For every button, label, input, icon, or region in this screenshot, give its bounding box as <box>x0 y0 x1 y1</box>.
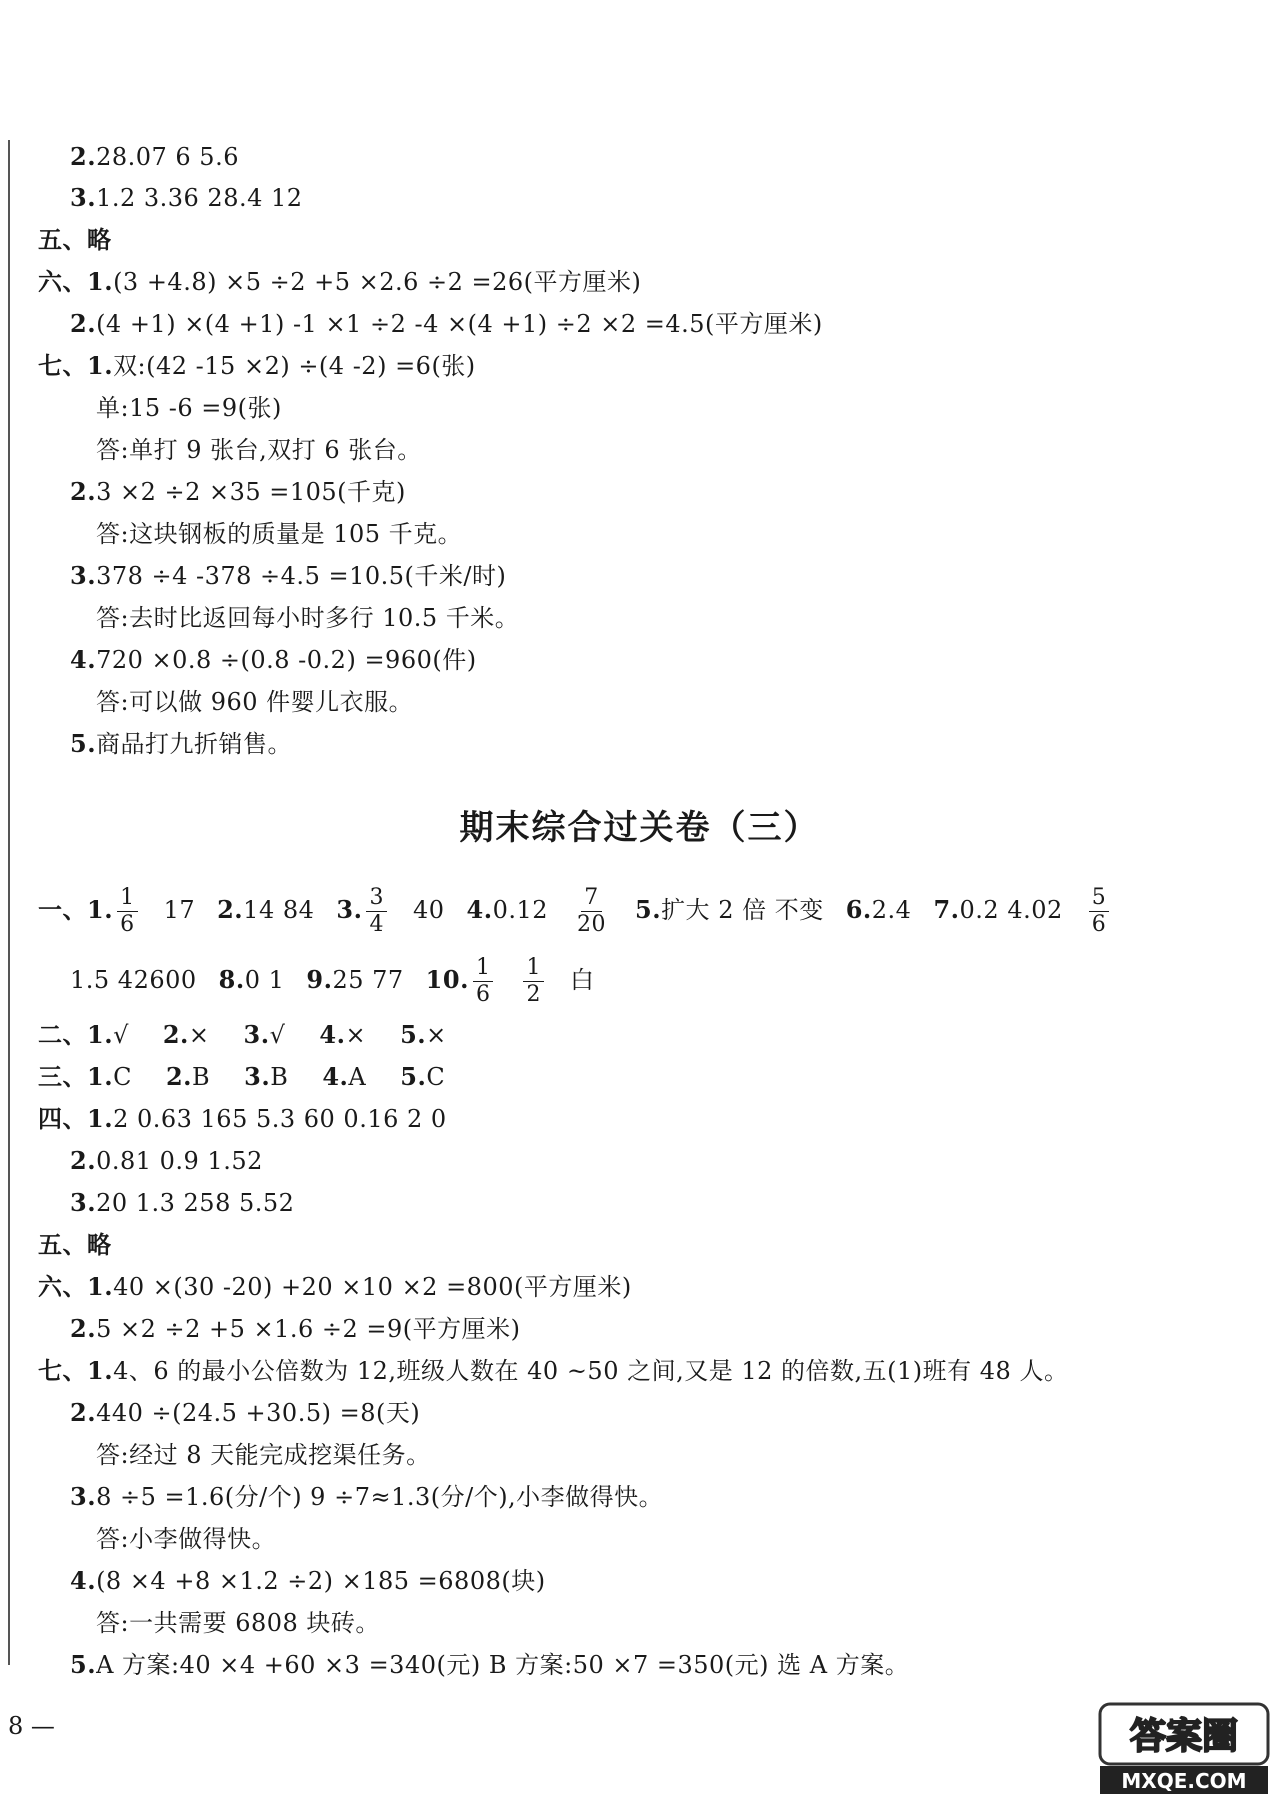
answer-line: 2.3 ×2 ÷2 ×35 =105(千克) <box>70 477 406 506</box>
answer-line: 3.378 ÷4 -378 ÷4.5 =10.5(千米/时) <box>70 561 507 590</box>
fraction: $\frac{3}{4}$ <box>366 885 387 938</box>
answer-line: 4.720 ×0.8 ÷(0.8 -0.2) =960(件) <box>70 645 477 674</box>
answer-line: 六、1.(3 +4.8) ×5 ÷2 +5 ×2.6 ÷2 =26(平方厘米) <box>38 267 642 296</box>
fraction: $\frac{7}{20}$ <box>577 885 606 937</box>
answer-line: 1.5 42600 8.0 1 9.25 77 10. $\frac{1}{6}$ $\frac{1}{2}$ 白 <box>70 955 595 1007</box>
answer-line: 答:单打 9 张台,双打 6 张台。 <box>96 436 422 464</box>
answer-line: 四、1.2 0.63 165 5.3 60 0.16 2 0 <box>38 1104 447 1133</box>
answer-line: 单:15 -6 =9(张) <box>96 394 282 422</box>
answer-line: 5.A 方案:40 ×4 +60 ×3 =340(元) B 方案:50 ×7 =350(元) 选 A 方案。 <box>70 1650 910 1679</box>
answer-line: 三、1.C 2.B 3.B 4.A 5.C <box>38 1062 446 1091</box>
answer-line: 五、略 <box>38 225 112 254</box>
answer-line: 答:可以做 960 件婴儿衣服。 <box>96 688 414 716</box>
fraction: $\frac{5}{6}$ <box>1089 885 1110 938</box>
watermark-bottom-text: MXQE.COM <box>1121 1769 1247 1793</box>
answer-line: 5.商品打九折销售。 <box>70 729 293 758</box>
section-title: 期末综合过关卷（三） <box>459 808 820 848</box>
answer-line: 2.5 ×2 ÷2 +5 ×1.6 ÷2 =9(平方厘米) <box>70 1314 521 1343</box>
answer-line: 答:一共需要 6808 块砖。 <box>96 1609 380 1637</box>
fraction: $\frac{1}{6}$ <box>117 885 138 938</box>
answer-line: 答:去时比返回每小时多行 10.5 千米。 <box>96 604 520 632</box>
answer-line: 答:小李做得快。 <box>96 1525 277 1553</box>
margin-rule <box>8 140 10 1665</box>
watermark-top-text: 答案圈 <box>1129 1716 1239 1757</box>
answer-line: 二、1.√ 2.× 3.√ 4.× 5.× <box>38 1020 447 1049</box>
answer-line: 2.440 ÷(24.5 +30.5) =8(天) <box>70 1398 421 1427</box>
answer-line: 3.8 ÷5 =1.6(分/个) 9 ÷7≈1.3(分/个),小李做得快。 <box>70 1482 664 1511</box>
answer-line: 2.0.81 0.9 1.52 <box>70 1146 263 1175</box>
answer-line: 七、1.4、6 的最小公倍数为 12,班级人数在 40 ~50 之间,又是 12 的倍数,五(1)班有 48 人。 <box>38 1356 1069 1385</box>
fraction: $\frac{1}{6}$ <box>473 955 494 1008</box>
fraction: $\frac{1}{2}$ <box>523 955 544 1008</box>
answer-line: 3.1.2 3.36 28.4 12 <box>70 183 303 212</box>
answer-line: 2.(4 +1) ×(4 +1) -1 ×1 ÷2 -4 ×(4 +1) ÷2 ×2 =4.5(平方厘米) <box>70 309 823 338</box>
answer-line: 五、略 <box>38 1230 112 1259</box>
answer-line: 一、1. $\frac{1}{6}$ 17 2.14 84 3. $\frac{3}{4}$ 40 4.0.12 $\frac{7}{20}$ 5.扩大 2 倍 不变 6.2.4 7.0.2 4.02 $\frac{5}{6}$ <box>38 880 1113 940</box>
answer-line: 2.28.07 6 5.6 <box>70 142 239 171</box>
answer-line: 答:经过 8 天能完成挖渠任务。 <box>96 1441 431 1469</box>
answer-line: 七、1.双:(42 -15 ×2) ÷(4 -2) =6(张) <box>38 351 476 380</box>
watermark-logo <box>1096 1700 1272 1796</box>
answer-line: 3.20 1.3 258 5.52 <box>70 1188 295 1217</box>
answer-line: 4.(8 ×4 +8 ×1.2 ÷2) ×185 =6808(块) <box>70 1566 546 1595</box>
answer-line: 六、1.40 ×(30 -20) +20 ×10 ×2 =800(平方厘米) <box>38 1272 632 1301</box>
answer-line: 答:这块钢板的质量是 105 千克。 <box>96 520 463 548</box>
page-number: 8 — <box>8 1712 55 1740</box>
